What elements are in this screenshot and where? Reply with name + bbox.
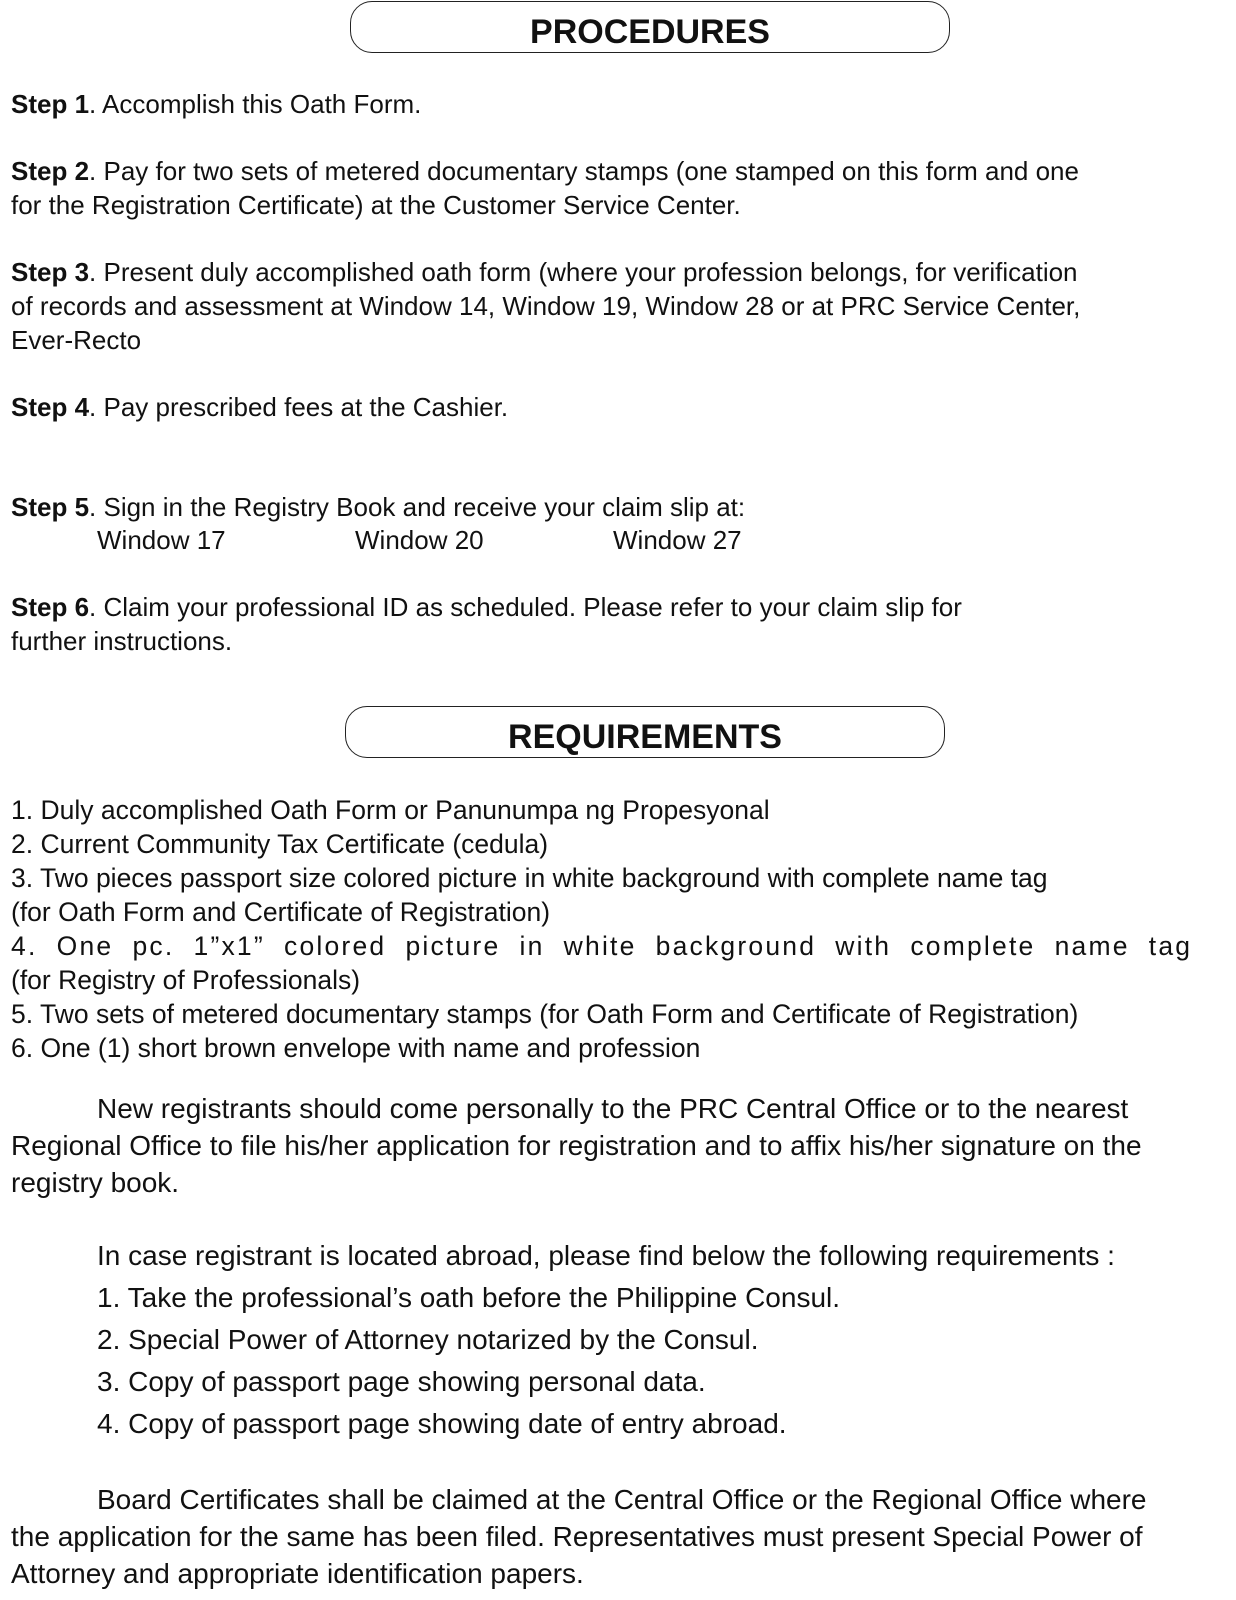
new-registrants-note: New registrants should come personally to the PRC Central Office or to the nearest — [97, 1093, 1129, 1124]
window-17: Window 17 — [97, 525, 226, 555]
step-label: Step 6 — [11, 592, 90, 622]
requirement-item: 3. Two pieces passport size colored picture in white background with complete name tag — [11, 863, 1048, 893]
step-text-continued: Ever-Recto — [11, 325, 142, 355]
abroad-item: 1. Take the professional’s oath before the Philippine Consul. — [97, 1282, 841, 1313]
requirements-heading: REQUIREMENTS — [345, 706, 945, 758]
step-text-continued: further instructions. — [11, 626, 233, 656]
step-6 — [11, 590, 962, 624]
step-label: Step 2 — [11, 156, 90, 186]
new-registrants-note: registry book. — [11, 1167, 180, 1198]
board-certificates-note: Board Certificates shall be claimed at the Central Office or the Regional Office where — [97, 1484, 1147, 1515]
requirement-item: 4. One pc. 1”x1” colored picture in white background with complete name tag — [11, 931, 1193, 961]
step-1 — [11, 87, 421, 121]
abroad-item: 4. Copy of passport page showing date of entry abroad. — [97, 1408, 787, 1439]
window-27: Window 27 — [613, 525, 742, 555]
step-text-continued: of records and assessment at Window 14, Window 19, Window 28 or at PRC Service Center, — [11, 291, 1081, 321]
step-text: . Claim your professional ID as scheduled. Please refer to your claim slip for — [89, 592, 962, 622]
abroad-item: 3. Copy of passport page showing personal data. — [97, 1366, 706, 1397]
step-text-continued: for the Registration Certificate) at the Customer Service Center. — [11, 190, 741, 220]
step-3 — [11, 255, 1078, 289]
procedures-heading: PROCEDURES — [350, 1, 950, 53]
step-label: Step 3 — [11, 257, 90, 287]
requirement-item: 1. Duly accomplished Oath Form or Panunumpa ng Propesyonal — [11, 795, 770, 825]
step-text: . Pay prescribed fees at the Cashier. — [89, 392, 509, 422]
step-4 — [11, 390, 508, 424]
step-text: . Sign in the Registry Book and receive your claim slip at: — [89, 492, 746, 522]
board-certificates-note: the application for the same has been filed. Representatives must present Special Power of — [11, 1521, 1143, 1552]
window-list — [0, 523, 1236, 557]
step-text: . Present duly accomplished oath form (where your profession belongs, for verification — [89, 257, 1078, 287]
step-2 — [11, 154, 1079, 188]
requirement-item: 2. Current Community Tax Certificate (cedula) — [11, 829, 549, 859]
window-20: Window 20 — [355, 525, 484, 555]
abroad-item: 2. Special Power of Attorney notarized by the Consul. — [97, 1324, 759, 1355]
step-5 — [11, 490, 745, 524]
requirement-item: (for Oath Form and Certificate of Registration) — [11, 897, 551, 927]
requirement-item: 6. One (1) short brown envelope with name and profession — [11, 1033, 701, 1063]
step-label: Step 4 — [11, 392, 90, 422]
board-certificates-note: Attorney and appropriate identification papers. — [11, 1558, 584, 1589]
requirement-item: 5. Two sets of metered documentary stamps (for Oath Form and Certificate of Registration) — [11, 999, 1079, 1029]
step-text: . Accomplish this Oath Form. — [89, 89, 422, 119]
new-registrants-note: Regional Office to file his/her application for registration and to affix his/her signature on the — [11, 1130, 1142, 1161]
step-label: Step 1 — [11, 89, 90, 119]
abroad-intro: In case registrant is located abroad, please find below the following requirements : — [97, 1240, 1115, 1271]
step-label: Step 5 — [11, 492, 90, 522]
step-text: . Pay for two sets of metered documentary stamps (one stamped on this form and one — [89, 156, 1079, 186]
requirement-item: (for Registry of Professionals) — [11, 965, 361, 995]
